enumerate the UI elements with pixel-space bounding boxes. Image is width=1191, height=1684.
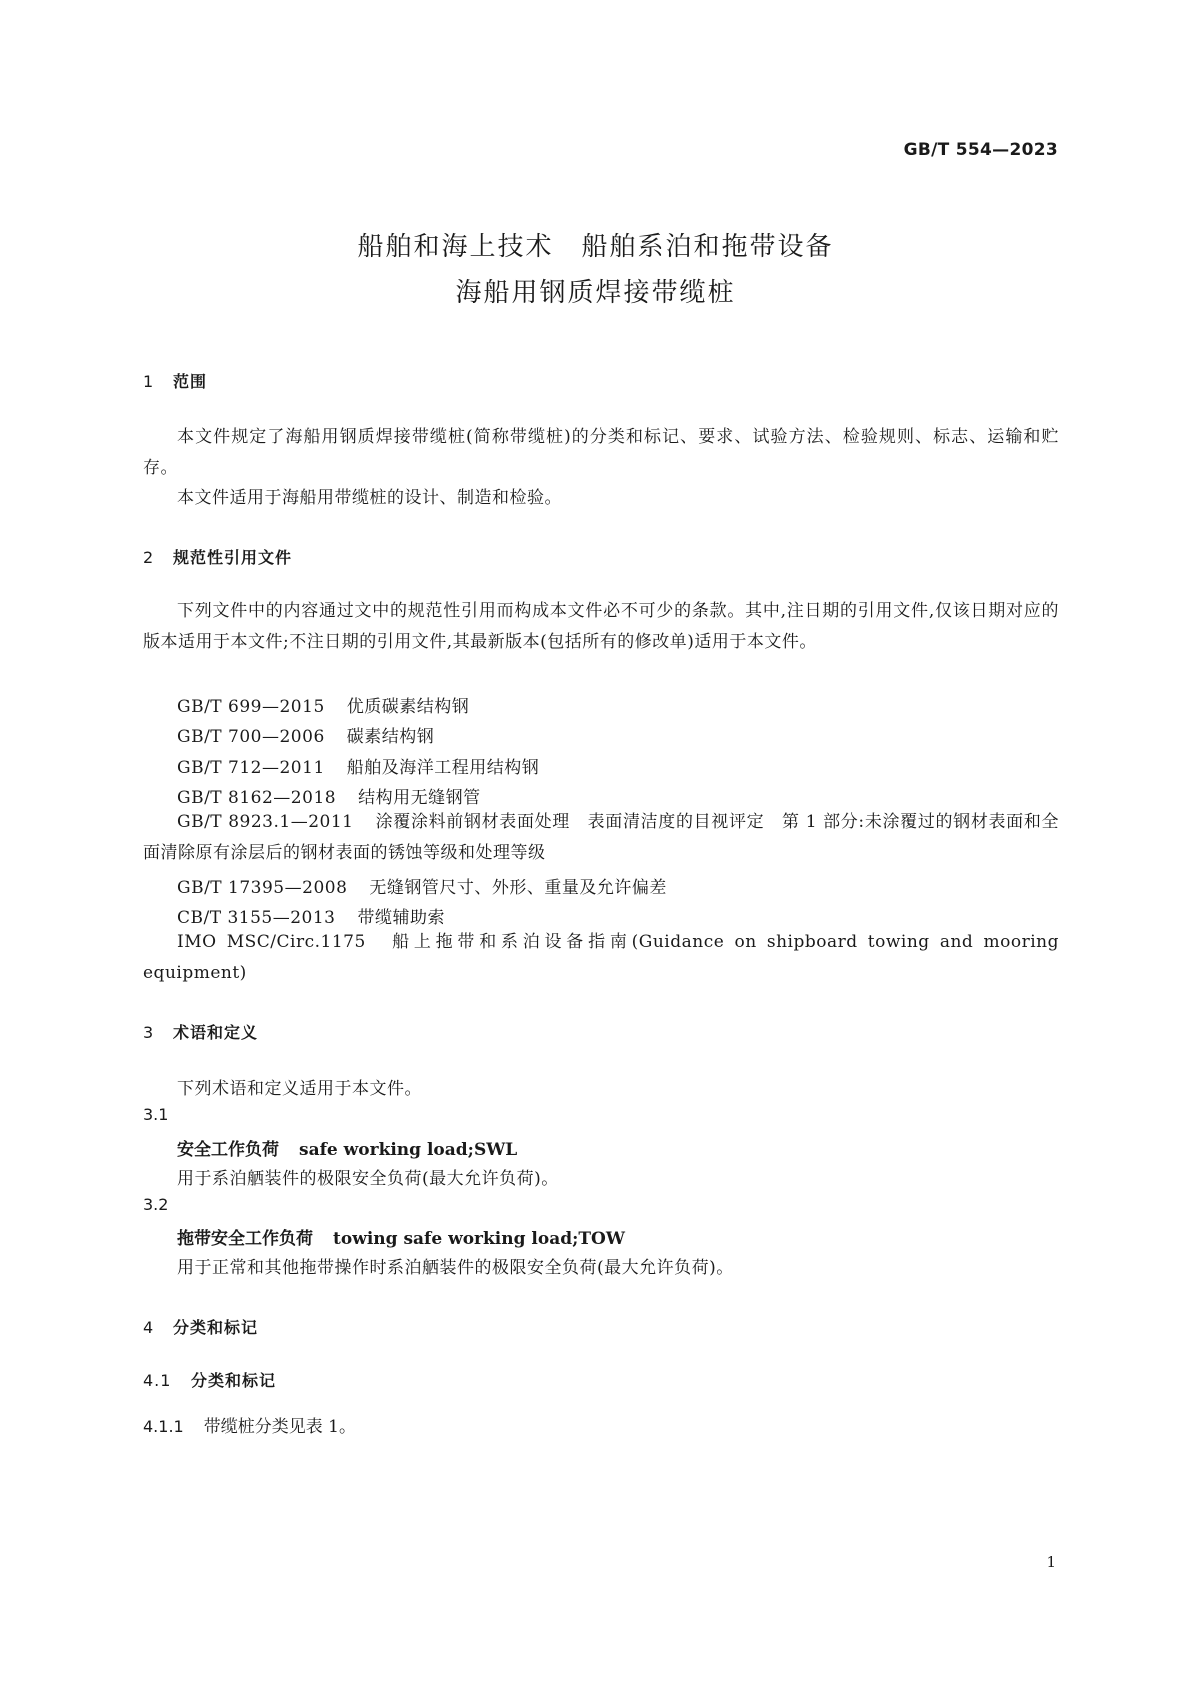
section-number: 3 (143, 1023, 155, 1042)
document-title-line-1: 船舶和海上技术 船舶系泊和拖带设备 (357, 232, 834, 262)
reference-code: IMO MSC/Circ.1175 (177, 932, 366, 952)
reference-code: GB/T 17395—2008 (177, 878, 348, 898)
reference-code: CB/T 3155—2013 (177, 908, 336, 928)
reference-item (177, 873, 667, 898)
standard-code: GB/T 554—2023 (903, 140, 1058, 160)
reference-title: 结构用无缝钢管 (358, 788, 481, 808)
page-number: 1 (1046, 1553, 1056, 1571)
reference-title: 无缝钢管尺寸、外形、重量及允许偏差 (369, 878, 667, 898)
clause-4-1-1 (143, 1412, 356, 1437)
term-definition: 用于系泊舾装件的极限安全负荷(最大允许负荷)。 (177, 1169, 559, 1189)
section-2-intro: 下列文件中的内容通过文中的规范性引用而构成本文件必不可少的条款。其中,注日期的引用文件,仅该日期对应的版本适用于本文件;不注日期的引用文件,其最新版本(包括所有的修改单)适用于本文件。 (143, 601, 1059, 652)
document-title-line-2: 海船用钢质焊接带缆桩 (455, 278, 736, 308)
reference-title: 优质碳素结构钢 (346, 697, 470, 717)
reference-code: GB/T 699—2015 (177, 697, 325, 717)
term-number: 3.1 (143, 1105, 169, 1124)
reference-item (177, 692, 469, 717)
reference-item (177, 903, 445, 928)
reference-code: GB/T 700—2006 (177, 727, 325, 747)
section-number: 4 (143, 1318, 155, 1337)
reference-title: 碳素结构钢 (346, 727, 435, 747)
reference-code: GB/T 8923.1—2011 (177, 812, 354, 832)
term-entry (177, 1135, 517, 1160)
section-3-intro: 下列术语和定义适用于本文件。 (177, 1079, 422, 1099)
section-number: 2 (143, 548, 155, 567)
reference-item (177, 783, 481, 808)
section-3-heading (143, 1020, 258, 1043)
term-number: 3.2 (143, 1195, 169, 1214)
reference-title: 船上拖带和系泊设备指南(Guidance on shipboard towing and mooring equipment) (143, 932, 1059, 983)
reference-title: 涂覆涂料前钢材表面处理 表面清洁度的目视评定 第 1 部分:未涂覆过的钢材表面和全面清除原有涂层后的钢材表面的锈蚀等级和处理等级 (143, 812, 1059, 863)
subsection-title: 分类和标记 (191, 1371, 277, 1390)
subsection-4-1-heading (143, 1368, 276, 1391)
reference-item (177, 722, 434, 747)
clause-number: 4.1.1 (143, 1417, 184, 1436)
term-definition: 用于正常和其他拖带操作时系泊舾装件的极限安全负荷(最大允许负荷)。 (177, 1258, 734, 1278)
section-1-heading (143, 369, 207, 392)
clause-text: 带缆桩分类见表 1。 (203, 1417, 356, 1437)
section-4-heading (143, 1315, 258, 1338)
reference-item (143, 807, 1059, 869)
section-title: 范围 (173, 372, 208, 391)
term-english: safe working load;SWL (299, 1140, 518, 1160)
section-1-paragraph-1: 本文件规定了海船用钢质焊接带缆桩(简称带缆桩)的分类和标记、要求、试验方法、检验规则、标志、运输和贮存。 (143, 427, 1059, 478)
section-title: 术语和定义 (173, 1023, 259, 1042)
section-title: 规范性引用文件 (173, 548, 293, 567)
term-chinese: 安全工作负荷 (177, 1140, 279, 1160)
subsection-number: 4.1 (143, 1371, 172, 1390)
section-1-paragraph-2: 本文件适用于海船用带缆桩的设计、制造和检验。 (177, 488, 562, 508)
term-chinese: 拖带安全工作负荷 (177, 1229, 313, 1249)
reference-title: 船舶及海洋工程用结构钢 (346, 758, 540, 778)
reference-code: GB/T 712—2011 (177, 758, 325, 778)
term-entry (177, 1224, 625, 1249)
reference-title: 带缆辅助索 (357, 908, 445, 928)
term-english: towing safe working load;TOW (333, 1229, 625, 1249)
reference-item (143, 927, 1059, 989)
section-number: 1 (143, 372, 155, 391)
section-2-heading (143, 545, 292, 568)
section-title: 分类和标记 (173, 1318, 259, 1337)
reference-code: GB/T 8162—2018 (177, 788, 337, 808)
reference-item (177, 753, 539, 778)
